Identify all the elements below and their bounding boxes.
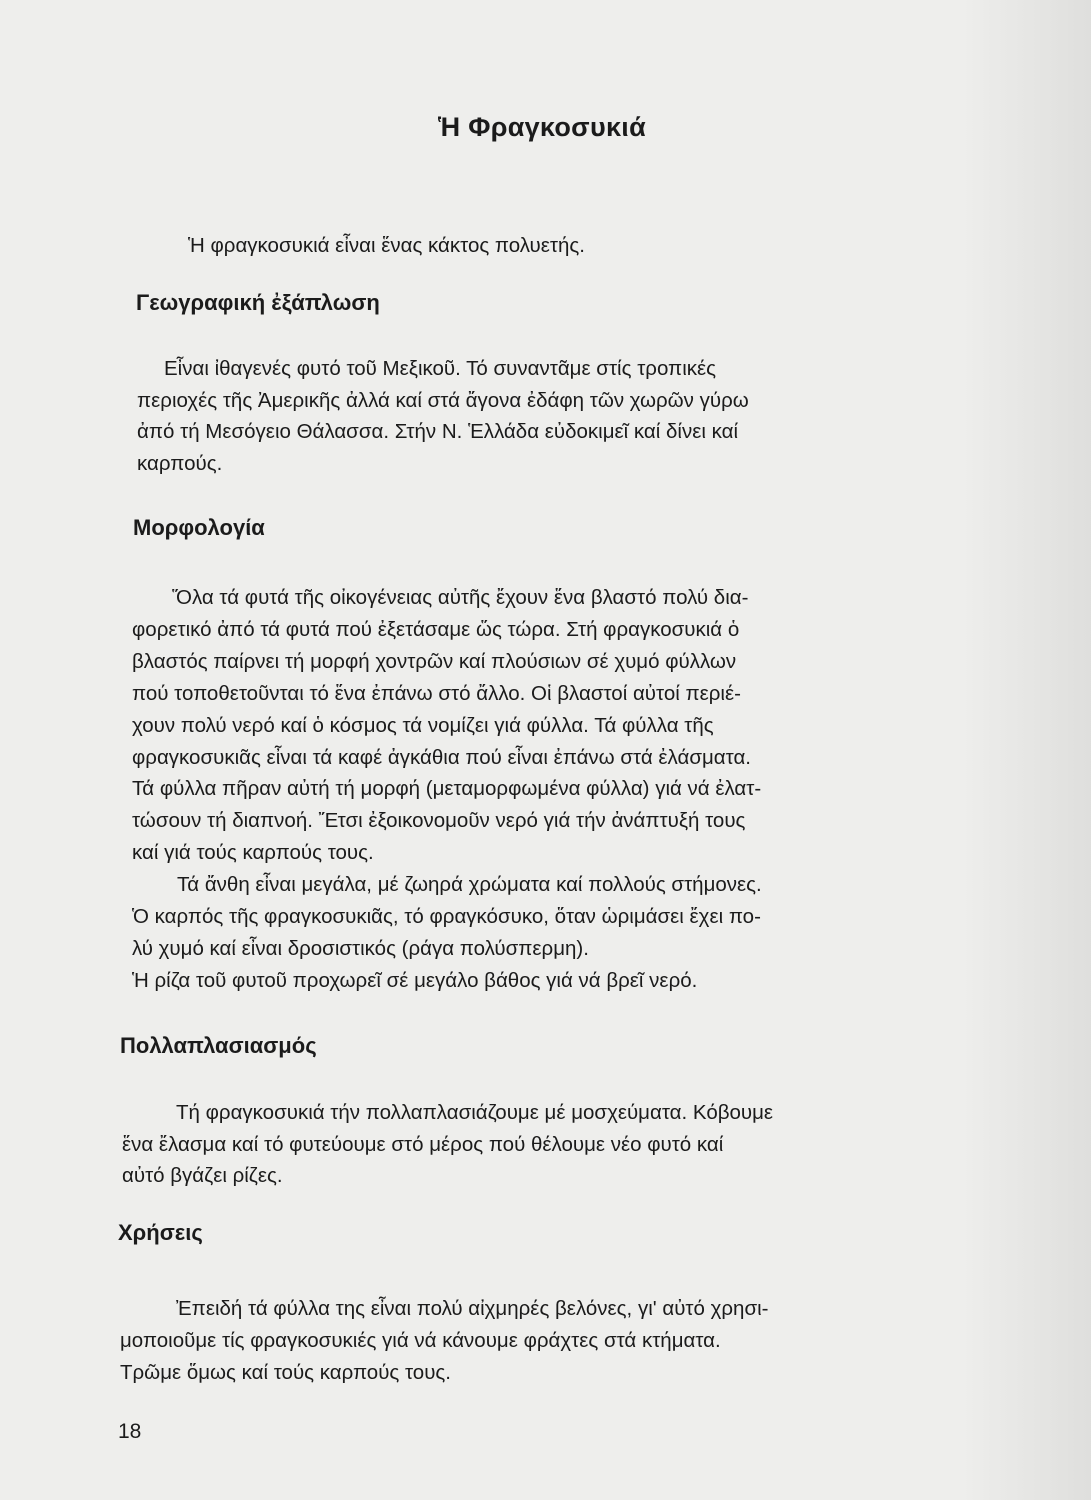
paragraph-line: ἕνα ἔλασμα καί τό φυτεύουμε στό μέρος πού θέλουμε νέο φυτό καί [122,1132,724,1156]
section-body-uses [120,1293,768,1389]
section-body-propagation [122,1097,773,1192]
paragraph-line: φραγκοσυκιᾶς εἶναι τά καφέ ἀγκάθια πού εἶναι ἐπάνω στά ἐλάσματα. [132,745,751,769]
page-title: Ἡ Φραγκοσυκιά [438,112,647,142]
section-heading-morphology: Μορφολογία [133,515,265,540]
section-body-morphology [132,582,762,997]
intro-text: Ἡ φραγκοσυκιά εἶναι ἕνας κάκτος πολυετής. [188,234,585,257]
paragraph-line: Ὅλα τά φυτά τῆς οἰκογένειας αὐτῆς ἔχουν ἕνα βλαστό πολύ δια- [172,586,749,609]
paragraph-line: φορετικό ἀπό τά φυτά πού ἐξετάσαμε ὥς τώρα. Στή φραγκοσυκιά ὁ [132,617,740,641]
paragraph-line: πού τοποθετοῦνται τό ἕνα ἐπάνω στό ἄλλο. Οἱ βλαστοί αὐτοί περιέ- [132,681,741,705]
page-edge-shadow [961,0,1091,1500]
section-body-geography [137,353,749,479]
paragraph-line: Ὁ καρπός τῆς φραγκοσυκιᾶς, τό φραγκόσυκο, ὅταν ὡριμάσει ἔχει πο- [132,905,761,929]
paragraph-line: λύ χυμό καί εἶναι δροσιστικός (ράγα πολύσπερμη). [132,936,589,960]
paragraph-line: χουν πολύ νερό καί ὁ κόσμος τά νομίζει γιά φύλλα. Τά φύλλα τῆς [132,713,714,737]
paragraph-line: αὐτό βγάζει ρίζες. [122,1164,283,1187]
section-heading-uses: Χρήσεις [118,1220,203,1245]
paragraph-line: τώσουν τή διαπνοή. Ἔτσι ἐξοικονομοῦν νερό γιά τήν ἀνάπτυξή τους [132,809,746,833]
paragraph-line: καί γιά τούς καρπούς τους. [132,841,374,865]
paragraph-line: καρπούς. [137,451,223,475]
paragraph-line: βλαστός παίρνει τή μορφή χοντρῶν καί πλούσιων σέ χυμό φύλλων [132,649,737,673]
paragraph-line: Ἡ ρίζα τοῦ φυτοῦ προχωρεῖ σέ μεγάλο βάθος γιά νά βρεῖ νερό. [132,968,698,992]
section-heading-propagation: Πολλαπλασιασμός [120,1033,317,1058]
paragraph-line: Τή φραγκοσυκιά τήν πολλαπλασιάζουμε μέ μοσχεύματα. Κόβουμε [176,1101,774,1124]
paragraph-line: περιοχές τῆς Ἀμερικῆς ἀλλά καί στά ἄγονα ἐδάφη τῶν χωρῶν γύρω [137,388,749,412]
section-heading-geography: Γεωγραφική ἐξάπλωση [136,290,380,315]
paragraph-line: Τρῶμε ὅμως καί τούς καρπούς τους. [120,1361,451,1384]
paragraph-line: Τά φύλλα πῆραν αὐτή τή μορφή (μεταμορφωμένα φύλλα) γιά νά ἐλατ- [132,777,762,801]
paragraph-line: Ἐπειδή τά φύλλα της εἶναι πολύ αἰχμηρές βελόνες, γι' αὐτό χρησι- [176,1297,769,1320]
paragraph-line: ἀπό τή Μεσόγειο Θάλασσα. Στήν Ν. Ἑλλάδα εὐδοκιμεῖ καί δίνει καί [137,420,739,443]
paragraph-line: μοποιοῦμε τίς φραγκοσυκιές γιά νά κάνουμε φράχτες στά κτήματα. [120,1329,721,1352]
page-number: 18 [118,1420,142,1443]
paragraph-line: Τά ἄνθη εἶναι μεγάλα, μέ ζωηρά χρώματα καί πολλούς στήμονες. [177,873,762,897]
paragraph-line: Εἶναι ἰθαγενές φυτό τοῦ Μεξικοῦ. Τό συναντᾶμε στίς τροπικές [164,357,717,380]
